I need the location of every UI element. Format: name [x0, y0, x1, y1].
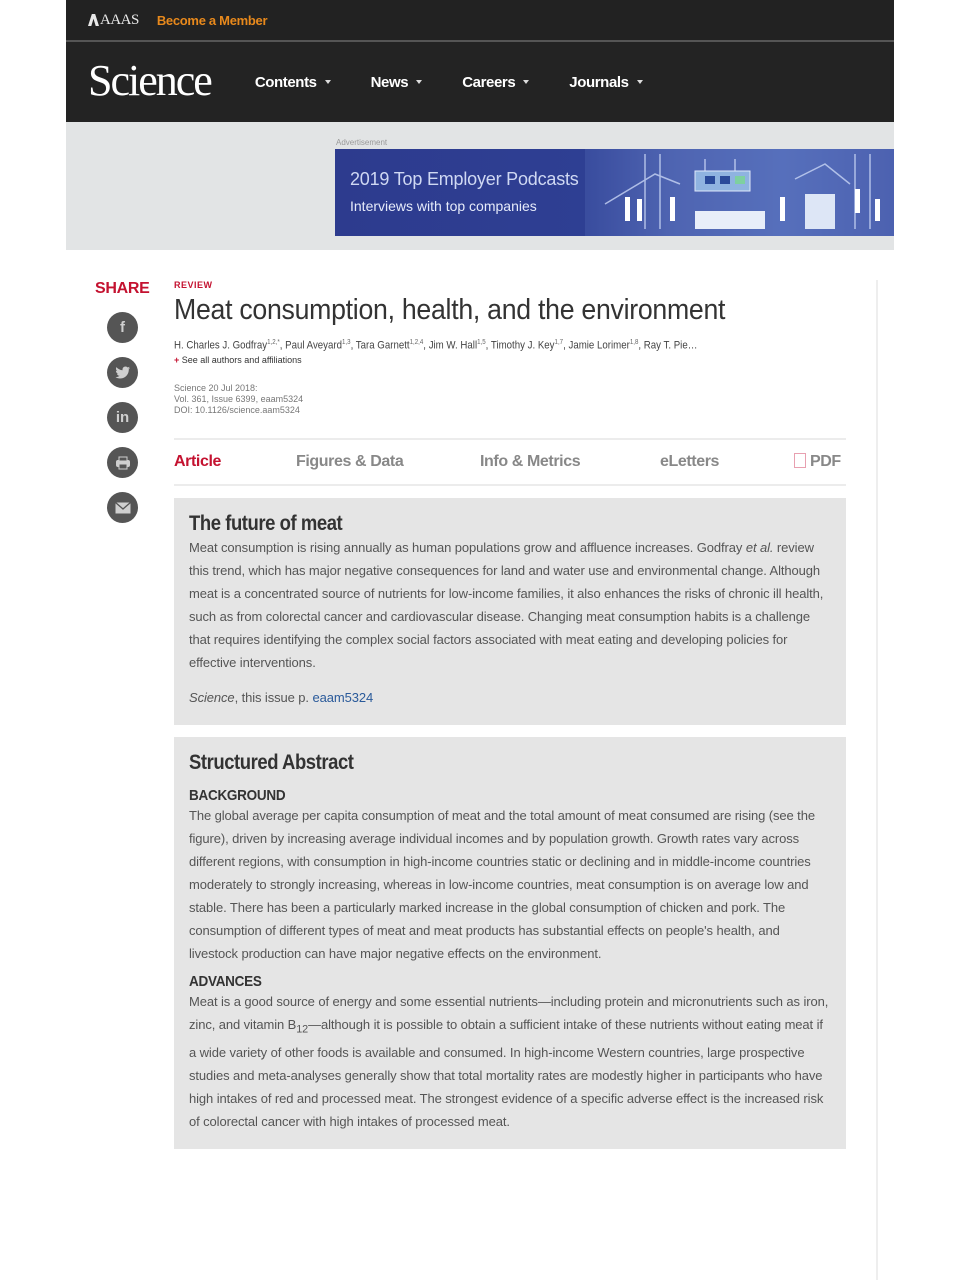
citation-date: Science 20 Jul 2018:: [174, 382, 258, 393]
nav-journals-label: Journals: [569, 73, 629, 91]
share-title: SHARE: [95, 280, 150, 297]
facebook-share-button[interactable]: [107, 312, 138, 343]
author-affiliation: 1,3: [342, 339, 351, 346]
tab-article[interactable]: Article: [174, 452, 221, 470]
linkedin-share-button[interactable]: [107, 402, 138, 433]
ad-banner[interactable]: [335, 149, 894, 236]
background-heading: BACKGROUND: [189, 786, 286, 804]
author-affiliation: 1,5: [477, 339, 486, 346]
author-affiliation: 1,7: [554, 339, 564, 346]
advances-text: —although it is possible to obtain a sufficient intake of these nutrients without eating meat if a wide variety of other foods is available and consumed. In high-income Western countries, large prospective studies and meta-analyses generally show that total mortality rates are modestly higher in participants who have high intakes of red and processed meat. The strongest evidence of a specific adverse effect is the increased risk of colorectal cancer with high intakes of processed meat.: [189, 1016, 824, 1130]
author-affiliation: 1,2,4: [409, 339, 424, 346]
aaas-mark-icon: [88, 14, 99, 26]
facebook-icon: f: [120, 319, 125, 336]
author-link[interactable]: Paul Aveyard: [285, 339, 343, 352]
chevron-down-icon: [523, 80, 529, 84]
article-tabs: [174, 438, 846, 486]
become-member-link[interactable]: Become a Member: [156, 12, 268, 28]
chevron-down-icon: [416, 80, 422, 84]
journal-name: Science: [189, 689, 235, 705]
author-list: H. Charles J. Godfray$^{1,2,*}$, Paul Aveyard$^{1,3}$, Tara Garnett$^{1,2,4}$, Jim W. Hall$^{1,5}$, Timothy J. Key$^{1,7}$, Jamie Lorimer$^{1,8}$, Ray T. Pie…: [174, 339, 698, 352]
citation-volume: Vol. 361, Issue 6399, eaam5324: [174, 393, 304, 404]
structured-abstract-box: [174, 737, 846, 1150]
plus-icon: +: [174, 354, 182, 365]
author-link[interactable]: Tara Garnett: [355, 339, 410, 352]
top-utility-bar: [66, 0, 894, 42]
author-link[interactable]: H. Charles J. Godfray: [174, 339, 268, 352]
ad-strip: [66, 122, 894, 250]
et-al: et al.: [745, 539, 774, 555]
tab-pdf[interactable]: [794, 453, 841, 471]
ad-label: Advertisement: [336, 138, 388, 147]
main-nav: [66, 42, 894, 122]
page: [66, 0, 894, 1280]
tab-figures-data[interactable]: Figures & Data: [296, 452, 404, 470]
author-affiliation: 1,2,*: [267, 339, 280, 346]
subscript: 12: [296, 1023, 309, 1036]
right-divider: [876, 280, 878, 1280]
tab-pdf-label: PDF: [810, 452, 841, 470]
email-icon: [115, 502, 131, 514]
author-link[interactable]: Timothy J. Key: [490, 339, 555, 352]
ad-subtitle: Interviews with top companies: [350, 198, 537, 214]
citation-block: [174, 383, 846, 416]
ad-title: 2019 Top Employer Podcasts: [350, 169, 579, 189]
editor-summary-body: [189, 536, 831, 674]
email-share-button[interactable]: [107, 492, 138, 523]
editor-summary-heading: The future of meat: [189, 511, 343, 535]
author-link[interactable]: Ray T. Pie…: [643, 339, 698, 352]
nav-contents[interactable]: [255, 74, 331, 91]
spacer: [189, 965, 831, 973]
article-title: Meat consumption, health, and the environment: [174, 294, 726, 326]
author-link[interactable]: Jim W. Hall: [428, 339, 478, 352]
article: [174, 280, 846, 1149]
tab-eletters[interactable]: eLetters: [660, 452, 720, 470]
chevron-down-icon: [637, 80, 643, 84]
aaas-logo[interactable]: [88, 12, 139, 29]
structured-abstract-heading: Structured Abstract: [189, 750, 354, 774]
advances-heading: ADVANCES: [189, 972, 262, 990]
print-share-button[interactable]: [107, 447, 138, 478]
nav-journals[interactable]: [569, 74, 642, 91]
nav-careers-label: Careers: [462, 73, 516, 91]
see-all-authors-link[interactable]: [174, 355, 846, 365]
twitter-icon: [115, 366, 131, 380]
nav-contents-label: Contents: [254, 73, 317, 91]
advances-text: Meat is a good source of energy and some essential nutrients—including protein and micronutrients such as iron, zinc, and vitamin B: [189, 993, 829, 1032]
spacer: [189, 775, 831, 787]
nav-careers[interactable]: [462, 74, 529, 91]
nav-news-label: News: [370, 73, 409, 91]
chevron-down-icon: [325, 80, 331, 84]
lab-illustration-icon: [585, 149, 894, 236]
share-panel: [95, 280, 155, 523]
article-id-link[interactable]: eaam5324: [312, 689, 374, 705]
nav-news[interactable]: [371, 74, 423, 91]
linkedin-icon: in: [115, 409, 130, 426]
tab-info-metrics[interactable]: Info & Metrics: [480, 452, 581, 470]
science-logo[interactable]: Science: [88, 55, 211, 105]
pdf-icon: [794, 453, 806, 468]
print-icon: [115, 456, 131, 470]
author-affiliation: 1,8: [629, 339, 639, 346]
summary-reference: [189, 686, 831, 709]
reference-text: , this issue p.: [234, 689, 313, 705]
author-link[interactable]: Jamie Lorimer: [568, 339, 630, 352]
see-all-authors-label: See all authors and affiliations: [181, 354, 302, 365]
editor-summary-box: [174, 498, 846, 725]
citation-doi[interactable]: DOI: 10.1126/science.aam5324: [174, 404, 300, 415]
aaas-logo-text: AAAS: [100, 11, 139, 28]
advances-body: [189, 990, 831, 1134]
article-type-label: REVIEW: [174, 280, 213, 290]
summary-text: review this trend, which has major negative consequences for land and water use and environmental change. Although meat is a concentrated source of nutrients for low-income families, it also enhances the risks of chronic ill health, such as from colorectal cancer and cardiovascular disease. Changing meat consumption habits is a challenge that requires identifying the complex social factors associated with meat eating and developing policies for effective interventions.: [189, 539, 824, 670]
twitter-share-button[interactable]: [107, 357, 138, 388]
summary-text: Meat consumption is rising annually as human populations grow and affluence increases. Godfray: [189, 539, 746, 555]
background-body: The global average per capita consumption of meat and the total amount of meat consumed are rising (see the figure), driven by increasing average individual incomes and by population growth. Growth rates vary across different regions, with consumption in high-income countries static or declining and in middle-income countries moderately to strongly increasing, whereas in low-income countries, meat consumption is on average low and stable. There has been a particularly marked increase in the global consumption of chicken and pork. The consumption of different types of meat and meat products has substantial effects on people's health, and livestock production can have major negative effects on the environment.: [189, 807, 815, 961]
